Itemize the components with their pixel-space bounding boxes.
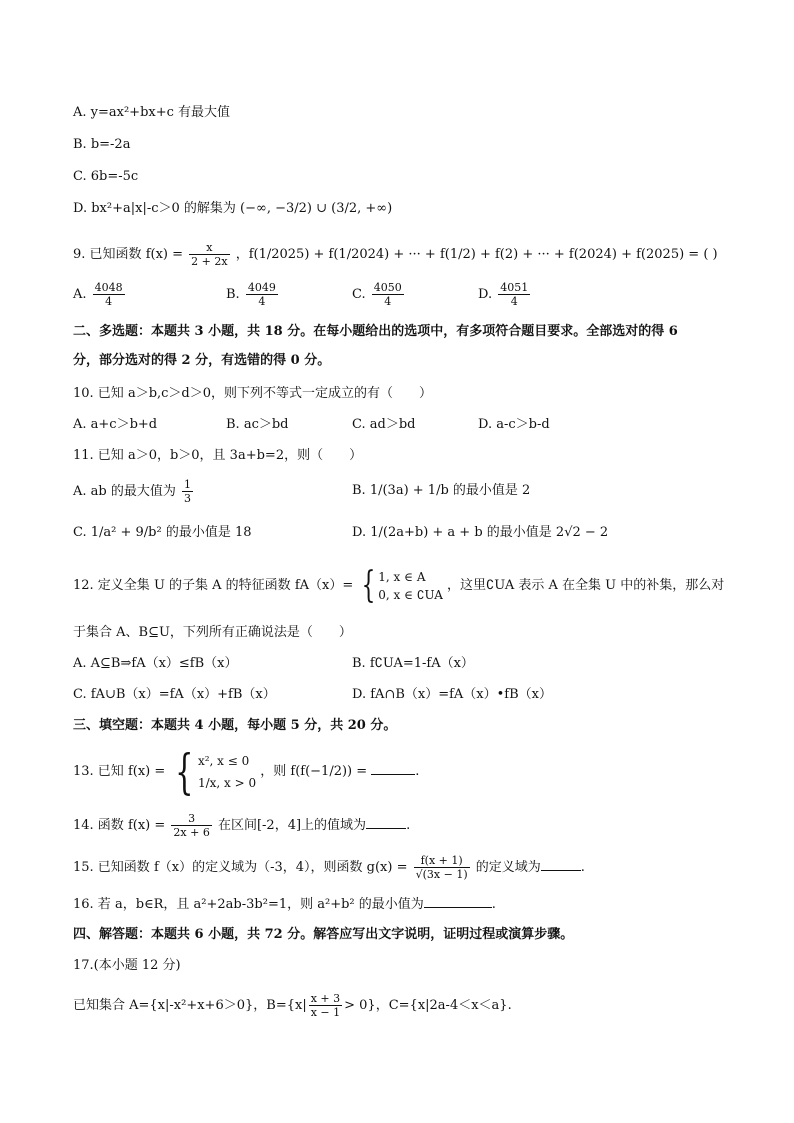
q10-option-d: D. a-c＞b-d	[478, 417, 550, 432]
q8-option-b: B. b=-2a	[73, 137, 131, 152]
q9-option-d-num: 4051	[500, 281, 529, 294]
q17-post: ，C={x|2a-4＜x＜a}.	[375, 998, 512, 1013]
q11-option-a-frac	[182, 478, 193, 505]
q13-cases	[198, 750, 256, 794]
q17-pre: 已知集合 A={x|-x²+x+6＞0}，B=	[73, 998, 287, 1013]
q9-option-a-label: A.	[73, 287, 87, 302]
q17-set-pre: {x|	[286, 998, 307, 1013]
q11-option-b-text: 的最小值是 2	[452, 483, 531, 498]
q17-den: x − 1	[310, 1006, 341, 1019]
q17-stem	[73, 992, 512, 1019]
q11-option-a	[73, 478, 195, 505]
q9-option-a-den: 4	[105, 295, 113, 308]
q8-option-d-text: D. bx²+a|x|-c＞0 的解集为	[73, 201, 236, 216]
q12-brace: {	[361, 564, 376, 606]
q11-option-a-num: 1	[184, 478, 191, 491]
q11-option-c-expr: 1/a² + 9/b²	[90, 525, 162, 540]
q17-num: x + 3	[310, 992, 341, 1005]
q11-option-d-text: 的最小值是 2√2 − 2	[486, 525, 609, 540]
q8-option-d-expr: (−∞, −3/2) ∪ (3/2, +∞)	[240, 201, 393, 216]
q12-cases	[378, 568, 443, 604]
q13-stem	[73, 743, 420, 800]
q9-option-b-label: B.	[226, 287, 240, 302]
q13-end: .	[415, 764, 420, 779]
q12-case1: 1, x ∈ A	[378, 569, 426, 584]
q11-option-d-label: D.	[352, 525, 367, 540]
q11-option-b	[352, 482, 530, 500]
q9-option-b	[226, 281, 280, 308]
q8-option-c: C. 6b=-5c	[73, 169, 139, 184]
q9-option-d-den: 4	[510, 295, 518, 308]
q9-option-c-num: 4050	[373, 281, 402, 294]
q9-fraction	[189, 241, 229, 268]
q15-fraction	[414, 854, 470, 881]
q11-stem: 11. 已知 a＞0，b＞0，且 3a+b=2，则（ ）	[73, 448, 363, 463]
q9-option-b-num: 4049	[247, 281, 276, 294]
q8-option-a: A. y=ax²+bx+c 有最大值	[73, 105, 231, 120]
q14-fraction	[171, 812, 211, 839]
q15-end: .	[580, 860, 585, 875]
q15-answer-blank[interactable]	[541, 856, 581, 871]
q10-stem: 10. 已知 a＞b,c＞d＞0，则下列不等式一定成立的有（ ）	[73, 386, 433, 401]
q10-option-c: C. ad＞bd	[352, 417, 416, 432]
q14-answer-blank[interactable]	[366, 814, 406, 829]
q9-stem	[73, 241, 718, 268]
q13-pre: 13. 已知 f(x) =	[73, 764, 166, 779]
q13-case2: 1/x, x > 0	[197, 775, 257, 790]
section2-heading-line1: 二、多选题：本题共 3 小题，共 18 分。在每小题给出的选项中，有多项符合题目要求。全部选对的得 6	[73, 324, 678, 339]
q9-num: x	[189, 241, 229, 255]
section2-heading-line2: 分，部分选对的得 2 分，有选错的得 0 分。	[73, 353, 331, 368]
q14-den: 2x + 6	[173, 826, 210, 839]
q12-option-d: D. fA∩B（x）=fA（x）•fB（x）	[352, 687, 552, 702]
q9-option-b-den: 4	[258, 295, 266, 308]
q11-option-b-expr: 1/(3a) + 1/b	[369, 483, 449, 498]
q11-option-d-expr: 1/(2a+b) + a + b	[370, 525, 483, 540]
q9-paren: )	[708, 247, 718, 262]
q12-option-c: C. fA∪B（x）=fA（x）+fB（x）	[73, 687, 276, 702]
q12-stem-post: ，这里∁UA 表示 A 在全集 U 中的补集，那么对	[447, 578, 725, 593]
q9-option-a-frac	[93, 281, 125, 308]
q9-option-d	[478, 281, 532, 308]
q14-num: 3	[171, 812, 211, 826]
q9-fx: f(x) =	[145, 247, 183, 262]
q11-option-b-label: B.	[352, 483, 366, 498]
q15-pre: 15. 已知函数 f（x）的定义域为（-3，4），则函数 g(x) =	[73, 860, 408, 875]
q9-option-d-frac	[498, 281, 530, 308]
q9-den: 2 + 2x	[191, 255, 228, 268]
q15-den: √(3x − 1)	[415, 868, 468, 881]
q14-post: 在区间[-2，4]上的值域为	[217, 818, 367, 833]
q10-option-b: B. ac＞bd	[226, 417, 289, 432]
q12-stem-line2: 于集合 A、B⊆U，下列所有正确说法是（ ）	[73, 625, 352, 640]
q9-option-a-num: 4048	[94, 281, 123, 294]
section3-heading: 三、填空题：本题共 4 小题，每小题 5 分，共 20 分。	[73, 718, 397, 733]
q12-option-b: B. f∁UA=1-fA（x）	[352, 656, 474, 671]
q11-option-c-label: C.	[73, 525, 87, 540]
q9-stem-pre: 9. 已知函数	[73, 247, 142, 262]
q12-stem	[73, 566, 724, 606]
q11-option-a-text: A. ab 的最大值为	[73, 484, 176, 499]
q16-answer-blank[interactable]	[424, 893, 492, 908]
q9-option-c-label: C.	[352, 287, 366, 302]
q16-text: 16. 若 a，b∈R，且 a²+2ab-3b²=1，则 a²+b² 的最小值为	[73, 897, 424, 912]
q9-option-c-frac	[372, 281, 404, 308]
q11-option-d	[352, 524, 608, 542]
q13-post: ，则 f(f(−1/2)) =	[260, 764, 368, 779]
q12-option-a: A. A⊆B⇒fA（x）≤fB（x）	[73, 656, 238, 671]
q13-brace: {	[175, 743, 194, 800]
q13-case1: x², x ≤ 0	[197, 753, 250, 768]
q15-stem	[73, 854, 585, 881]
q16-end: .	[491, 897, 496, 912]
q9-option-c	[352, 281, 406, 308]
q11-option-a-den: 3	[184, 492, 191, 505]
q15-num: f(x + 1)	[414, 854, 470, 868]
section4-heading: 四、解答题：本题共 6 小题，共 72 分。解答应写出文字说明，证明过程或演算步骤。	[73, 927, 574, 942]
q9-option-c-den: 4	[384, 295, 392, 308]
q11-option-c	[73, 524, 252, 542]
q15-post: 的定义域为	[475, 860, 541, 875]
q17-fraction	[309, 992, 342, 1019]
q12-stem-pre: 12. 定义全集 U 的子集 A 的特征函数 fA（x）=	[73, 578, 354, 593]
q17-header: 17.(本小题 12 分)	[73, 958, 181, 973]
q14-stem	[73, 812, 410, 839]
q17-set-post: > 0}	[344, 998, 376, 1013]
q12-case2: 0, x ∈ ∁UA	[378, 587, 443, 602]
q9-option-a	[73, 281, 127, 308]
q8-option-d	[73, 200, 392, 218]
q10-option-a: A. a+c＞b+d	[73, 417, 158, 432]
q14-end: .	[406, 818, 411, 833]
q11-option-c-text: 的最小值是 18	[165, 525, 252, 540]
q13-answer-blank[interactable]	[371, 760, 415, 775]
q14-pre: 14. 函数 f(x) =	[73, 818, 166, 833]
q9-sum: ，f(1/2025) + f(1/2024) + ··· + f(1/2) + f(2) + ··· + f(2024) + f(2025) = (	[235, 247, 709, 262]
q9-option-b-frac	[246, 281, 278, 308]
q9-option-d-label: D.	[478, 287, 493, 302]
q16-stem	[73, 893, 496, 914]
